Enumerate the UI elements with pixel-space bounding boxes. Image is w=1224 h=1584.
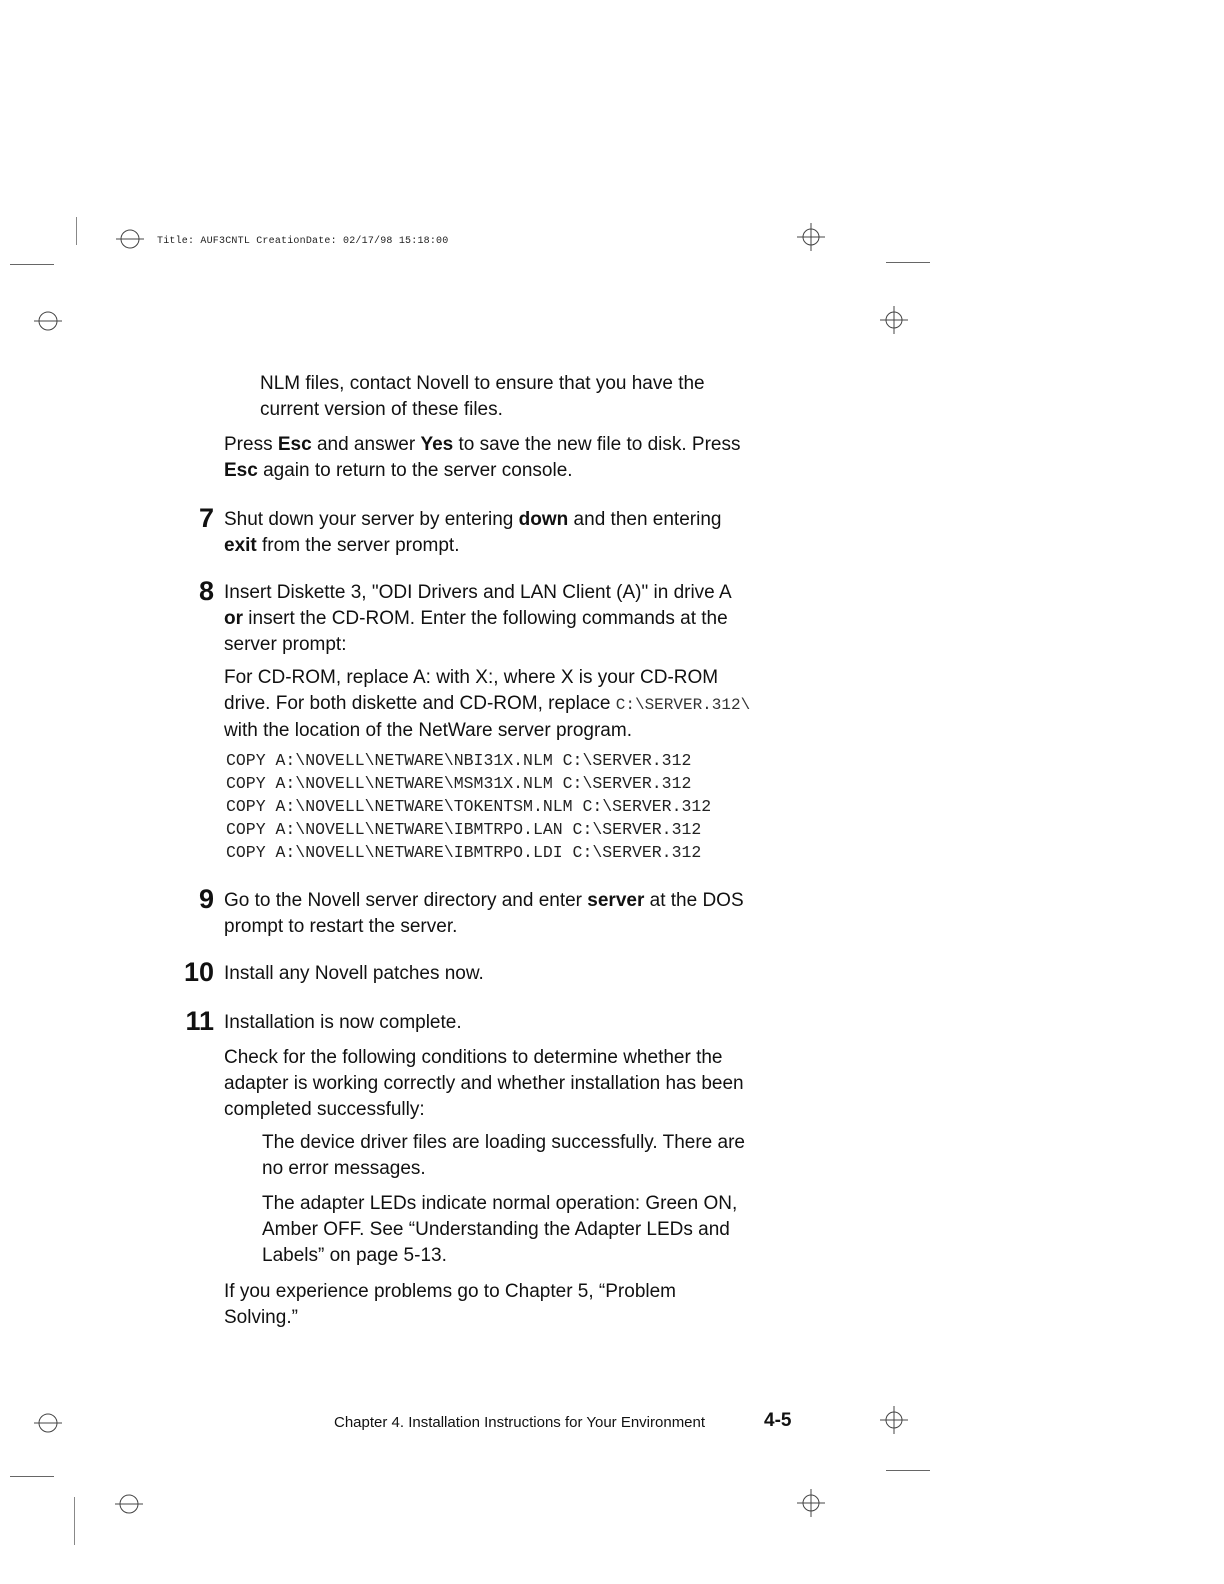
footer-chapter: Chapter 4. Installation Instructions for Your Environment [334, 1414, 706, 1431]
crop-line-bottom-left [10, 1476, 54, 1477]
intro-note-line: NLM files, contact Novell to ensure that you have the [260, 373, 705, 394]
cd-rom-line: For CD-ROM, replace A: with X:, where X is your CD-ROM [224, 667, 719, 688]
problems-paragraph [224, 1279, 676, 1331]
check-conditions-paragraph [224, 1045, 744, 1123]
crop-line-top-right [886, 262, 930, 263]
registration-mark-icon [32, 1411, 64, 1435]
condition-line: no error messages. [262, 1158, 426, 1179]
crosshair-mark-icon [879, 305, 909, 335]
check-line: Check for the following conditions to determine whether the [224, 1047, 723, 1068]
check-line: adapter is working correctly and whether installation has been [224, 1073, 744, 1094]
registration-mark-icon [32, 309, 64, 333]
copy-command: COPY A:\NOVELL\NETWARE\IBMTRPO.LAN C:\SERVER.312 [226, 820, 702, 839]
condition-line: The adapter LEDs indicate normal operation: Green ON, [262, 1193, 738, 1214]
check-line: completed successfully: [224, 1099, 425, 1120]
text-run: and then entering [568, 509, 722, 530]
copy-commands-block [226, 749, 711, 864]
condition-line: The device driver files are loading successfully. There are [262, 1132, 745, 1153]
step-number: 9 [198, 884, 214, 914]
step-number: 7 [198, 503, 214, 533]
step-8-text [224, 580, 732, 658]
crop-line-top-left-vertical [76, 217, 77, 245]
bold-run: exit [224, 535, 257, 556]
bold-run: down [518, 509, 569, 530]
cd-rom-line: with the location of the NetWare server program. [224, 720, 632, 741]
text-run: Go to the Novell server directory and enter [224, 890, 588, 911]
registration-mark-icon [113, 1492, 145, 1516]
header-meta: Title: AUF3CNTL CreationDate: 02/17/98 15:18:00 [157, 236, 449, 247]
press-esc-paragraph [224, 432, 740, 484]
step-number: 11 [185, 1006, 214, 1036]
step-number: 8 [198, 576, 214, 606]
step-9-line: prompt to restart the server. [224, 916, 458, 937]
step-9-text [224, 888, 744, 940]
text-run: insert the CD-ROM. Enter the following commands at the [243, 608, 728, 629]
text-run: Shut down your server by entering [224, 509, 519, 530]
step-7-text [224, 507, 721, 559]
crosshair-mark-icon [796, 222, 826, 252]
bold-run: Esc [277, 434, 312, 455]
text-run: Press [224, 434, 278, 455]
problems-line: Solving.” [224, 1307, 298, 1328]
step-8-line: Insert Diskette 3, "ODI Drivers and LAN Client (A)" in drive A [224, 582, 732, 603]
copy-command: COPY A:\NOVELL\NETWARE\IBMTRPO.LDI C:\SERVER.312 [226, 843, 702, 862]
crop-line-top-left [10, 264, 54, 265]
copy-command: COPY A:\NOVELL\NETWARE\TOKENTSM.NLM C:\SERVER.312 [226, 797, 712, 816]
condition-driver-files [262, 1130, 745, 1182]
bold-run: or [224, 608, 243, 629]
step-8-line: server prompt: [224, 634, 347, 655]
step-10-text: Install any Novell patches now. [224, 963, 484, 984]
crosshair-mark-icon [879, 1405, 909, 1435]
text-run: and answer [311, 434, 421, 455]
crop-line-bottom-right [886, 1470, 930, 1471]
text-run: to save the new file to disk. Press [453, 434, 741, 455]
bold-run: Yes [420, 434, 454, 455]
copy-command: COPY A:\NOVELL\NETWARE\MSM31X.NLM C:\SERVER.312 [226, 774, 692, 793]
step-number: 10 [183, 957, 214, 987]
step-11-text: Installation is now complete. [224, 1012, 462, 1033]
text-run: from the server prompt. [256, 535, 460, 556]
cd-rom-paragraph [224, 665, 750, 744]
bold-run: server [587, 890, 645, 911]
bold-run: Esc [224, 460, 258, 481]
registration-mark-icon [114, 227, 146, 251]
crop-line-bottom-left-vertical [74, 1497, 75, 1545]
text-run: at the DOS [644, 890, 744, 911]
text-run: drive. For both diskette and CD-ROM, replace [224, 693, 616, 714]
problems-line: If you experience problems go to Chapter 5, “Problem [224, 1281, 677, 1302]
intro-note-line: current version of these files. [260, 399, 503, 420]
intro-note [260, 371, 705, 423]
page-number: 4-5 [764, 1410, 792, 1431]
condition-line: Amber OFF. See “Understanding the Adapter LEDs and [262, 1219, 730, 1240]
copy-command: COPY A:\NOVELL\NETWARE\NBI31X.NLM C:\SERVER.312 [226, 751, 692, 770]
condition-adapter-leds [262, 1191, 737, 1269]
server-path: C:\SERVER.312\ [615, 696, 751, 714]
crosshair-mark-icon [796, 1488, 826, 1518]
text-run: again to return to the server console. [257, 460, 573, 481]
condition-line: Labels” on page 5-13. [262, 1245, 447, 1266]
